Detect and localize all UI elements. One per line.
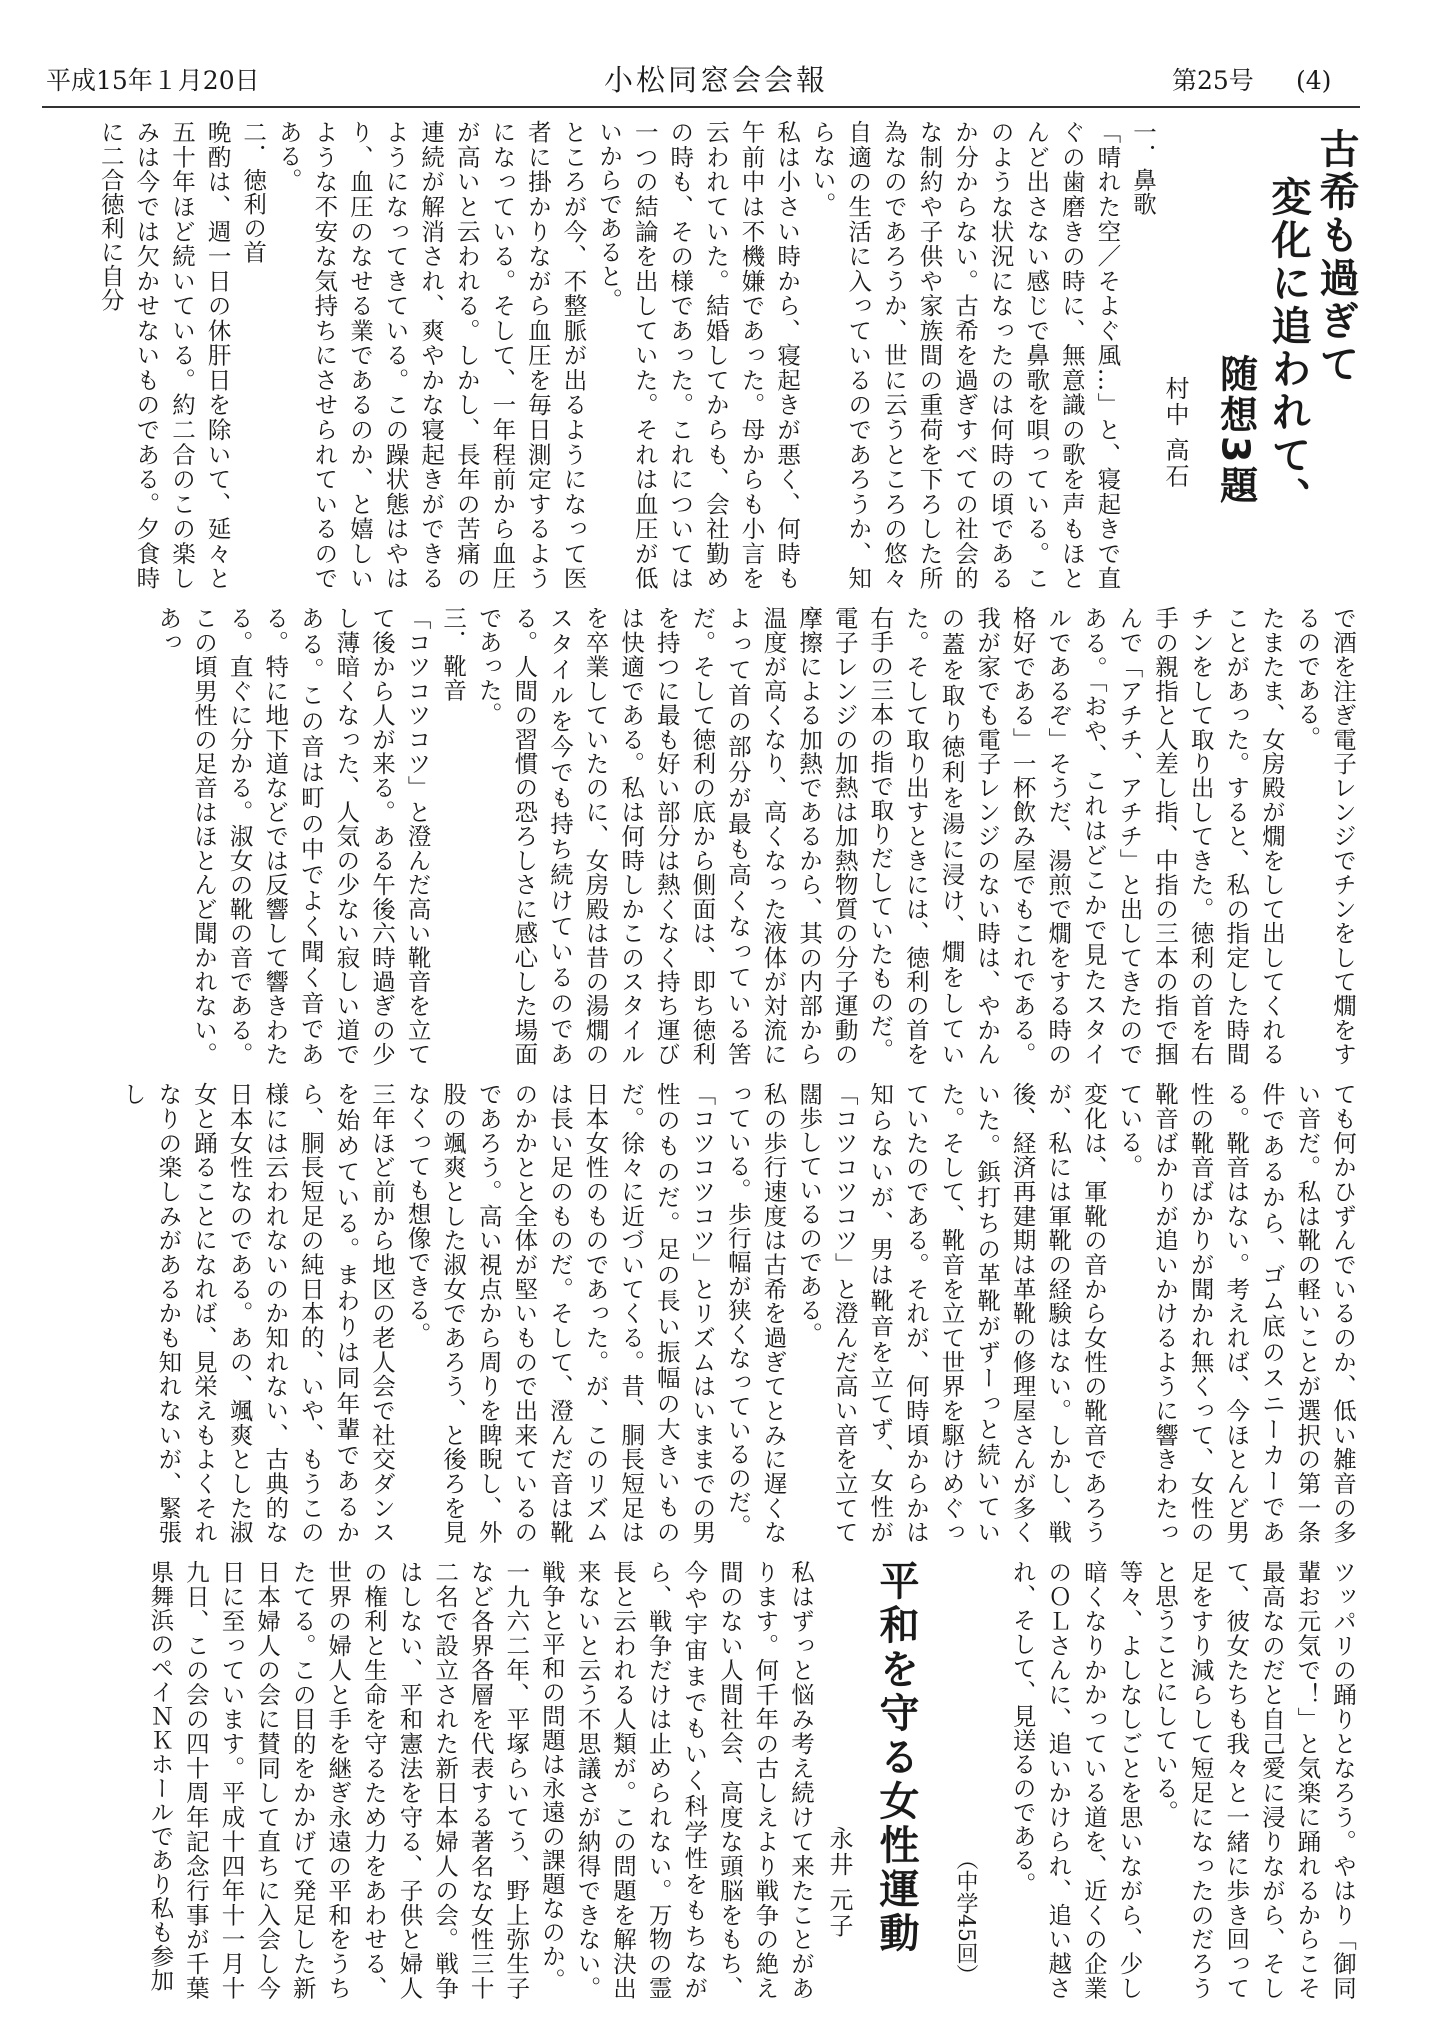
article2-author: 永井 元子 bbox=[825, 1826, 853, 1940]
essay-tier3-text: ても何かひずんでいるのか、低い雑音の多い音だ。私は靴の軽いことが選択の第一条件であるから、ゴム底のスニーカーである。靴音はない。考えれば、今ほとんど男性の靴音ばかりが聞かれ無くって、女性の靴音ばかりが追いかけるように響きわたっている。 変化は、軍靴の音から女性の靴音であろうが、私には軍靴の経験はない。しかし、戦後、経済再建期は革靴の修理屋さんが多くいた。鋲打ちの革靴がずーっと続いていた。そして、靴音を立て世界を駆けめぐっていたのである。それが、何時頃からかは知らないが、男は靴音を立てず、女性が「コツコツコツ」と澄んだ高い音を立てて闊歩しているのである。 私の歩行速度は古希を過ぎてとみに遅くなっている。歩行幅が狭くなっているのだ。 「コツコツコツ」とリズムはいままでの男性のものだ。足の長い振幅の大きいものだ。徐々に近づいてくる。昔、胴長短足は日本女性のものであった。が、このリズムは長い足のものだ。そして、澄んだ音は靴のかかとと全体が堅いもので出来ているのであろう。高い視点から周りを睥睨し、外股の颯爽とした淑女であろう、と後ろを見なくっても想像できる。 三年ほど前から地区の老人会で社交ダンスを始めている。まわりは同年輩であるから、胴長短足の純日本的、いや、もうこの様には云われないのか知れない、古典的な日本女性なのである。あの、颯爽とした淑女と踊ることになれば、見栄えもよくそれなりの楽しみがあるかも知れないが、緊張し bbox=[118, 1082, 1357, 1544]
page-number: (4) bbox=[1296, 66, 1332, 95]
essay-tier3-body bbox=[42, 1082, 1360, 1544]
newsletter-title: 小松同窓会会報 bbox=[603, 63, 828, 97]
article2-title: 平和を守る女性運動 bbox=[873, 1560, 919, 1956]
essay-tier1-text: 一．鼻歌 「晴れた空／そよぐ風…」と、寝起きで直ぐの歯磨きの時に、無意識の歌を声もほとんど出さない感じで鼻歌を唄っている。このような状況になったのは何時の頃であるか分からない。古希を過ぎすべての社会的な制約や子供や家族間の重荷を下ろした所為なのであろうか、世に云うところの悠々自適の生活に入っているのであろうか、知らない。 私は小さい時から、寝起きが悪く、何時も午前中は不機嫌であった。母からも小言を云われていた。結婚してからも、会社勤めの時も、その様であった。これについては一つの結論を出していた。それは血圧が低いからであると。 ところが今、不整脈が出るようになって医者に掛かりながら血圧を毎日測定するようになっている。そして、一年程前から血圧が高いと云われる。しかし、長年の苦痛の連続が解消され、爽やかな寝起きができるようになってきている。この躁状態はやはり、血圧のなせる業であるのか、と嬉しいような不安な気持ちにさせられているのである。 二．徳利の首 晩酌は、週一日の休肝日を除いて、延々と五十年ほど続いている。約二合のこの楽しみは今では欠かせないものである。夕食時に二合徳利に自分 bbox=[96, 120, 1157, 590]
essay-title-line2: 変化に追われて、 bbox=[1265, 176, 1311, 520]
essay-tier4-body bbox=[982, 1560, 1360, 2000]
essay-tier1-body bbox=[42, 120, 1160, 590]
header-date: 平成15年１月20日 bbox=[46, 66, 260, 95]
essay-title-line1: 古希も過ぎて bbox=[1313, 128, 1359, 386]
article2-body bbox=[42, 1560, 818, 2000]
essay-tier2-text: で酒を注ぎ電子レンジでチンをして燗をするのである。 たまたま、女房殿が燗をして出してくれることがあった。すると、私の指定した時間チンをして取り出してきた。徳利の首を右手の親指と人差し指、中指の三本の指で掴んで「アチチ、アチチ」と出してきたのである。「おや、これはどこかで見たスタイルであるぞ」そうだ、湯煎で燗をする時の格好である」一杯飲み屋でもこれである。我が家でも電子レンジのない時は、やかんの蓋を取り徳利を湯に浸け、燗をしていた。そして取り出すときには、徳利の首を右手の三本の指で取りだしていたものだ。 電子レンジの加熱は加熱物質の分子運動の摩擦による加熱であるから、其の内部から温度が高くなり、高くなった液体が対流によって首の部分が最も高くなっている筈だ。そして徳利の底から側面は、即ち徳利を持つに最も好い部分は熱くなく持ち運びは快適である。私は何時しかこのスタイルを卒業していたのに、女房殿は昔の湯燗のスタイルを今でも持ち続けているのである。人間の習慣の恐ろしさに感心した場面であった。 三．靴音 「コツコツコツ」と澄んだ高い靴音を立てて後から人が来る。ある午後六時過ぎの少し薄暗くなった、人気の少ない寂しい道である。この音は町の中でよく聞く音である。特に地下道などでは反響して響きわたる。直ぐに分かる。淑女の靴の音である。この頃男性の足音はほとんど聞かれない。あっ bbox=[154, 606, 1357, 1066]
header-rule bbox=[42, 106, 1360, 108]
essay-author: 村中 高石 bbox=[1161, 376, 1189, 490]
issue-number: 第25号 bbox=[1172, 66, 1254, 95]
essay-author-note: （中学45回） bbox=[953, 1848, 978, 1986]
article2-text: 私はずっと悩み考え続けて来たことがあります。何千年の古しえより戦争の絶え間のない人間社会、高度な頭脳をもち、今や宇宙までもいく科学性をもちながら、戦争だけは止められない。万物の霊長と云われる人類が。この問題を解決出来ないと云う不思議さが納得できない。戦争と平和の問題は永遠の課題なのか。 一九六二年、平塚らいてう、野上弥生子など各界各層を代表する著名な女性三十二名で設立された新日本婦人の会。戦争はしない、平和憲法を守る、子供と婦人の権利と生命を守るため力をあわせる、世界の婦人と手を継ぎ永遠の平和をうちたてる。この目的をかかげて発足した新日本婦人の会に賛同して直ちに入会し今日に至っています。平成十四年十一月十九日、この会の四十周年記念行事が千葉県舞浜のペイＮＫホールであり私も参加 bbox=[146, 1560, 815, 2000]
essay-tier2-body bbox=[42, 606, 1360, 1066]
essay-tier4-text: ツッパリの踊りとなろう。やはり「御同輩お元気で！」と気楽に踊れるからこそ最高なのだと自己愛に浸りながら、そして、彼女たちも我々と一緒に歩き回って足をすり減らして短足になったのだろうと思うことにしている。 等々、よしなしごとを思いながら、少し暗くなりかかっている道を、近くの企業のＯＬさんに、追いかけられ、追い越され、そして、見送るのである。 bbox=[1008, 1560, 1357, 2000]
essay-title-line3: 随想3題 bbox=[1213, 354, 1258, 507]
